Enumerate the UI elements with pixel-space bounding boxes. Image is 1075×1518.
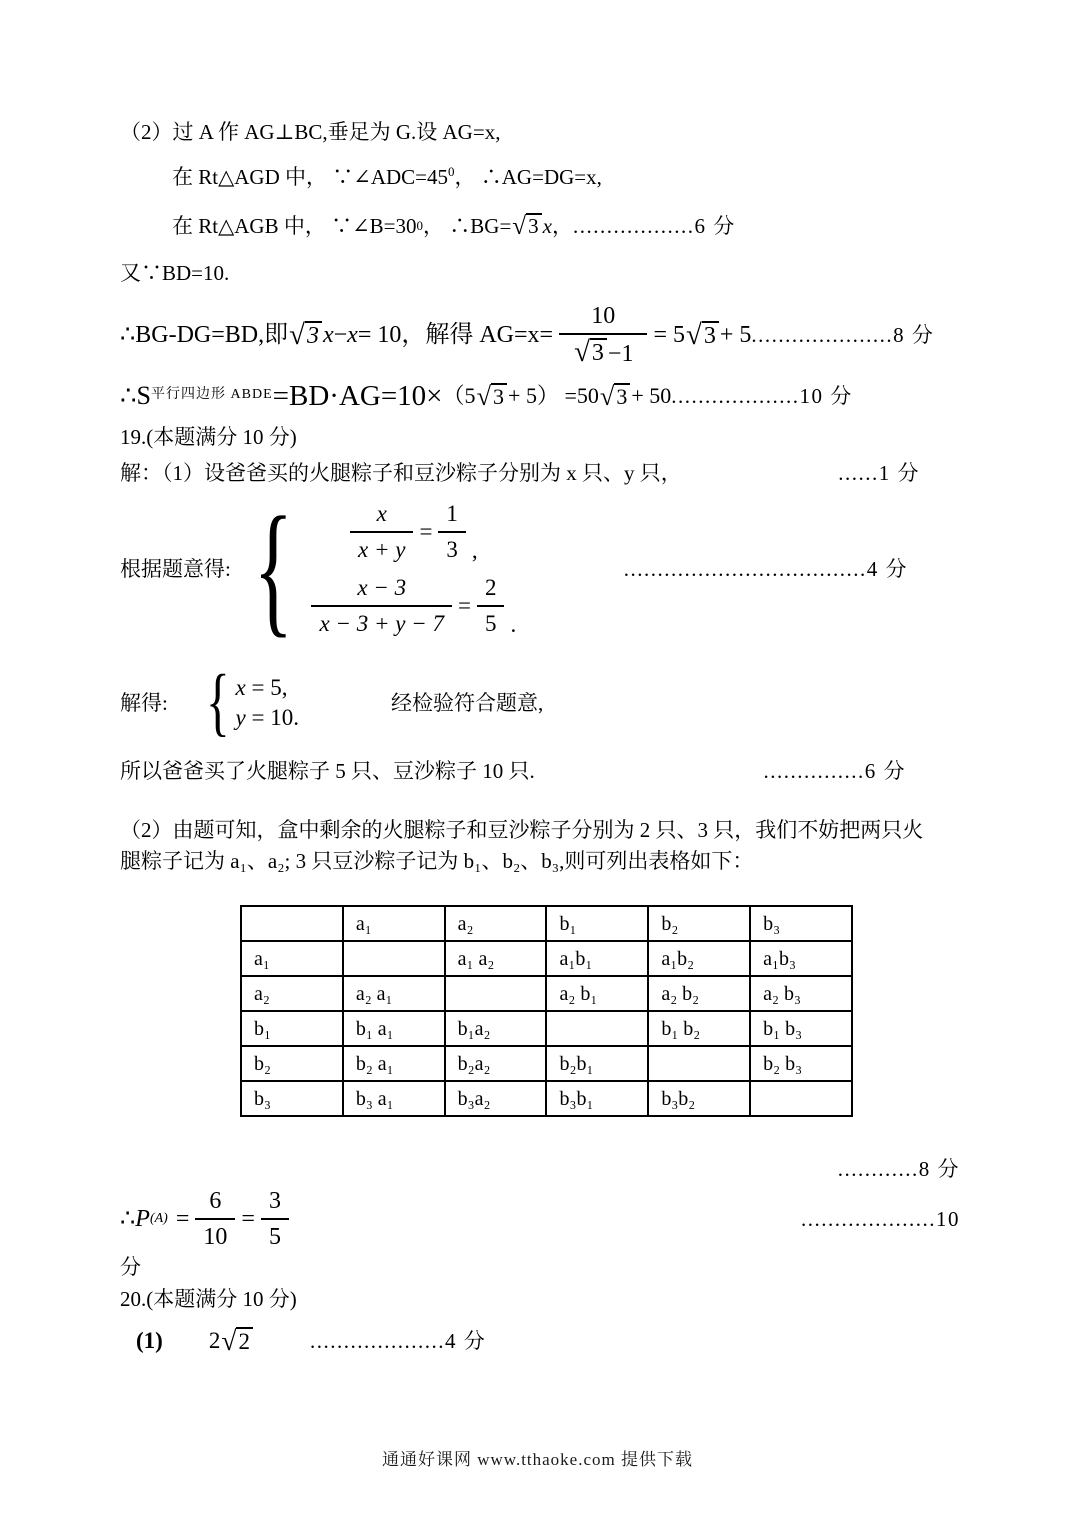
sqrt-expression (289, 318, 322, 351)
geometry-step-1: （2）过 A 作 AG⊥BC,垂足为 G.设 AG=x, (120, 120, 501, 144)
area-text-c: + 5） =50 (508, 383, 599, 409)
therefore-sign: ∴ (120, 1206, 136, 1233)
radicand: 3 (491, 383, 507, 409)
sqrt-expression (599, 381, 630, 412)
table-cell: b₃b₁ (546, 1081, 648, 1116)
fraction-numerator: 10 (591, 303, 616, 329)
table-cell: a₂ a₁ (343, 976, 445, 1011)
table-cell: a₂ (241, 976, 343, 1011)
table-row (241, 1081, 852, 1116)
probability-symbol: P (135, 1206, 150, 1233)
left-brace: { (205, 660, 230, 745)
solve-label: 解得: (120, 691, 168, 716)
table-cell (648, 1046, 750, 1081)
table-cell (241, 906, 343, 941)
geometry-step-2 (172, 158, 960, 191)
sqrt-expression (686, 318, 719, 351)
denominator-rest: −1 (607, 341, 634, 368)
step3-comma: ， (551, 214, 573, 238)
equals-sign: = (419, 519, 433, 545)
table-cell: b₃ a₁ (343, 1081, 445, 1116)
fraction-denominator: x + y (350, 531, 413, 565)
fraction-denominator: 10 (195, 1218, 235, 1252)
table-cell: a₂ (445, 906, 547, 941)
step3-text-a: 在 Rt△AGB 中， ∵∠B=30 (172, 214, 417, 238)
solution-values (236, 674, 299, 732)
probability-result (120, 1187, 960, 1251)
y-value-rest: = 10. (245, 705, 299, 731)
table-header-row (241, 906, 852, 941)
system-equation-1 (344, 499, 478, 565)
geometry-step-4: 又∵BD=10. (120, 261, 230, 285)
radicand: 3 (614, 383, 630, 409)
system-equations (305, 499, 516, 639)
fraction-denominator: 5 (477, 605, 505, 639)
fraction-numerator: x (376, 501, 387, 527)
score-leader-4: ....................4 分 (309, 1329, 487, 1354)
sqrt-expression (476, 381, 507, 412)
fraction (350, 499, 413, 565)
score-leader-8: .....................8 分 (751, 323, 935, 348)
table-cell (750, 1081, 852, 1116)
system-label: 根据题意得: (120, 557, 231, 582)
equals-sign: = (175, 1206, 190, 1233)
score-leader-10: ...................10 分 (671, 384, 853, 409)
parallelogram-subscript: 平行四边形 ABDE (151, 387, 273, 403)
radical-sign: √ (289, 318, 305, 351)
table-cell: b₂ a₁ (343, 1046, 445, 1081)
table-cell: a₂ b₁ (546, 976, 648, 1011)
comma: , (471, 538, 478, 564)
table-cell: a₂ b₂ (648, 976, 750, 1011)
score-leader-4: ....................................4 分 (623, 557, 908, 582)
q19-solution-line-1 (120, 459, 920, 487)
minus-sign: − (333, 322, 348, 349)
eq-text-b: = 10，解得 AG=x= (357, 322, 554, 349)
x-value (236, 674, 288, 702)
item-label: (1) (136, 1328, 163, 1354)
fraction-numerator: x − 3 (357, 575, 407, 601)
area-result-line (120, 381, 960, 411)
score-line-8 (120, 1155, 960, 1183)
variable-x: x (235, 675, 246, 701)
radicand: 3 (526, 213, 542, 238)
step2-text-a: 在 Rt△AGD 中， ∵∠ADC=45 (172, 165, 449, 189)
table-cell: a₁b₃ (750, 941, 852, 976)
solve-block (120, 660, 960, 745)
fraction-denominator: 3 (438, 531, 466, 565)
table-cell: a₁ (241, 941, 343, 976)
variable-x: x (322, 322, 334, 349)
equals-sign: = (241, 1206, 255, 1233)
verification-note: 经检验符合题意, (390, 691, 544, 716)
degree-superscript: 0 (416, 218, 424, 233)
table-cell: b₁ (241, 1011, 343, 1046)
score-unit-text: 分 (120, 1255, 141, 1280)
outcome-table (240, 905, 853, 1117)
q19-conclusion (120, 757, 906, 785)
area-prefix: ∴S (120, 381, 152, 411)
conclusion-text: 所以爸爸买了火腿粽子 5 只、豆沙粽子 10 只. (120, 759, 535, 784)
fraction-numerator: 3 (268, 1188, 281, 1215)
table-cell: b₃b₂ (648, 1081, 750, 1116)
table-cell: a₁b₂ (648, 941, 750, 976)
radical-sign: √ (221, 1325, 237, 1357)
score-leader-8: ............8 分 (837, 1157, 960, 1182)
question-19-title: 19.(本题满分 10 分) (120, 425, 297, 450)
table-cell: a₂ b₃ (750, 976, 852, 1011)
table-cell: b₁ (546, 906, 648, 941)
radicand: 3 (702, 321, 719, 349)
radical-sign: √ (574, 336, 590, 369)
q19-part2-paragraph (120, 815, 960, 877)
area-text-d: + 50 (631, 383, 672, 409)
fraction-denominator (559, 333, 647, 369)
step2-text-b: ， ∴AG=DG=x, (454, 165, 602, 189)
variable-x: x (542, 214, 552, 238)
area-product: =BD·AG=10× (272, 380, 443, 413)
degree-superscript: 0 (448, 164, 455, 179)
coefficient: 2 (208, 1328, 221, 1354)
geometry-step-3 (172, 209, 960, 243)
table-cell: a₁ (343, 906, 445, 941)
radicand: 3 (305, 321, 322, 349)
score-leader-1: ......1 分 (838, 461, 920, 486)
table-cell: b₁ b₂ (648, 1011, 750, 1046)
eq-text-d: + 5 (719, 322, 752, 349)
variable-y: y (235, 705, 246, 731)
table-row (241, 976, 852, 1011)
eq-text-c: = 5 (653, 322, 685, 349)
left-brace: { (253, 486, 293, 651)
table-cell: b₂a₂ (445, 1046, 547, 1081)
geometry-equation-line (120, 301, 960, 369)
table-cell: b₁a₂ (445, 1011, 547, 1046)
radicand: 2 (236, 1327, 253, 1354)
q20-answer-1 (120, 1323, 960, 1359)
eq-text-a: ∴BG-DG=BD,即 (120, 322, 289, 349)
fraction-denominator: x − 3 + y − 7 (311, 605, 451, 639)
table-cell: b₃ (241, 1081, 343, 1116)
table-cell: b₂ (648, 906, 750, 941)
equation-system-block (120, 486, 908, 651)
table-cell: b₁ a₁ (343, 1011, 445, 1046)
sqrt-expression (512, 213, 541, 238)
table-cell: b₃a₂ (445, 1081, 547, 1116)
part2-line-2: 腿粽子记为 a₁、a₂; 3 只豆沙粽子记为 b₁、b₂、b₃,则可列出表格如下： (120, 849, 754, 874)
sqrt-expression (221, 1325, 253, 1357)
fraction (477, 573, 505, 639)
table-cell: b₂ b₃ (750, 1046, 852, 1081)
table-cell: a₁b₁ (546, 941, 648, 976)
radical-sign: √ (512, 212, 527, 240)
fraction-numerator: 6 (209, 1188, 222, 1215)
radical-sign: √ (599, 381, 615, 412)
y-value (236, 704, 299, 732)
equals-sign: = (457, 593, 471, 619)
table-cell: b₂ (241, 1046, 343, 1081)
table-cell: b₂b₁ (546, 1046, 648, 1081)
radical-sign: √ (476, 381, 492, 412)
step3-text-b: ， ∴BG= (423, 214, 512, 238)
footer-watermark: 通通好课网 www.tthaoke.com 提供下载 (381, 1450, 694, 1469)
question-20-title: 20.(本题满分 10 分) (120, 1287, 297, 1312)
table-cell (343, 941, 445, 976)
score-leader-6: ..................6 分 (572, 214, 736, 238)
table-cell: a₁ a₂ (445, 941, 547, 976)
table-row (241, 1046, 852, 1081)
x-value-rest: = 5, (245, 675, 288, 701)
radicand: 3 (590, 338, 607, 366)
score-leader-10: ....................10 (801, 1207, 960, 1232)
part2-line-1: （2）由题可知，盒中剩余的火腿粽子和豆沙粽子分别为 2 只、3 只，我们不妨把两只火 (120, 818, 924, 843)
radical-sign: √ (686, 318, 702, 351)
area-text-b: （5 (442, 383, 476, 409)
fraction (195, 1186, 235, 1252)
fraction-numerator: 2 (484, 575, 497, 601)
event-subscript: (A) (149, 1211, 168, 1227)
table-cell (546, 1011, 648, 1046)
table-cell: b₁ b₃ (750, 1011, 852, 1046)
system-equation-2 (305, 573, 516, 639)
fraction (311, 573, 451, 639)
variable-x: x (347, 322, 358, 349)
fraction (559, 301, 647, 369)
period: . (510, 612, 517, 638)
solution-setup-text: 解：（1）设爸爸买的火腿粽子和豆沙粽子分别为 x 只、y 只， (120, 461, 682, 486)
fraction (261, 1186, 289, 1252)
table-cell (445, 976, 547, 1011)
table-row (241, 941, 852, 976)
table-row (241, 1011, 852, 1046)
table-cell: b₃ (750, 906, 852, 941)
sqrt-expression (574, 336, 607, 369)
fraction (438, 499, 466, 565)
score-leader-6: ...............6 分 (763, 759, 906, 784)
fraction-denominator: 5 (261, 1218, 289, 1252)
fraction-numerator: 1 (446, 501, 458, 527)
